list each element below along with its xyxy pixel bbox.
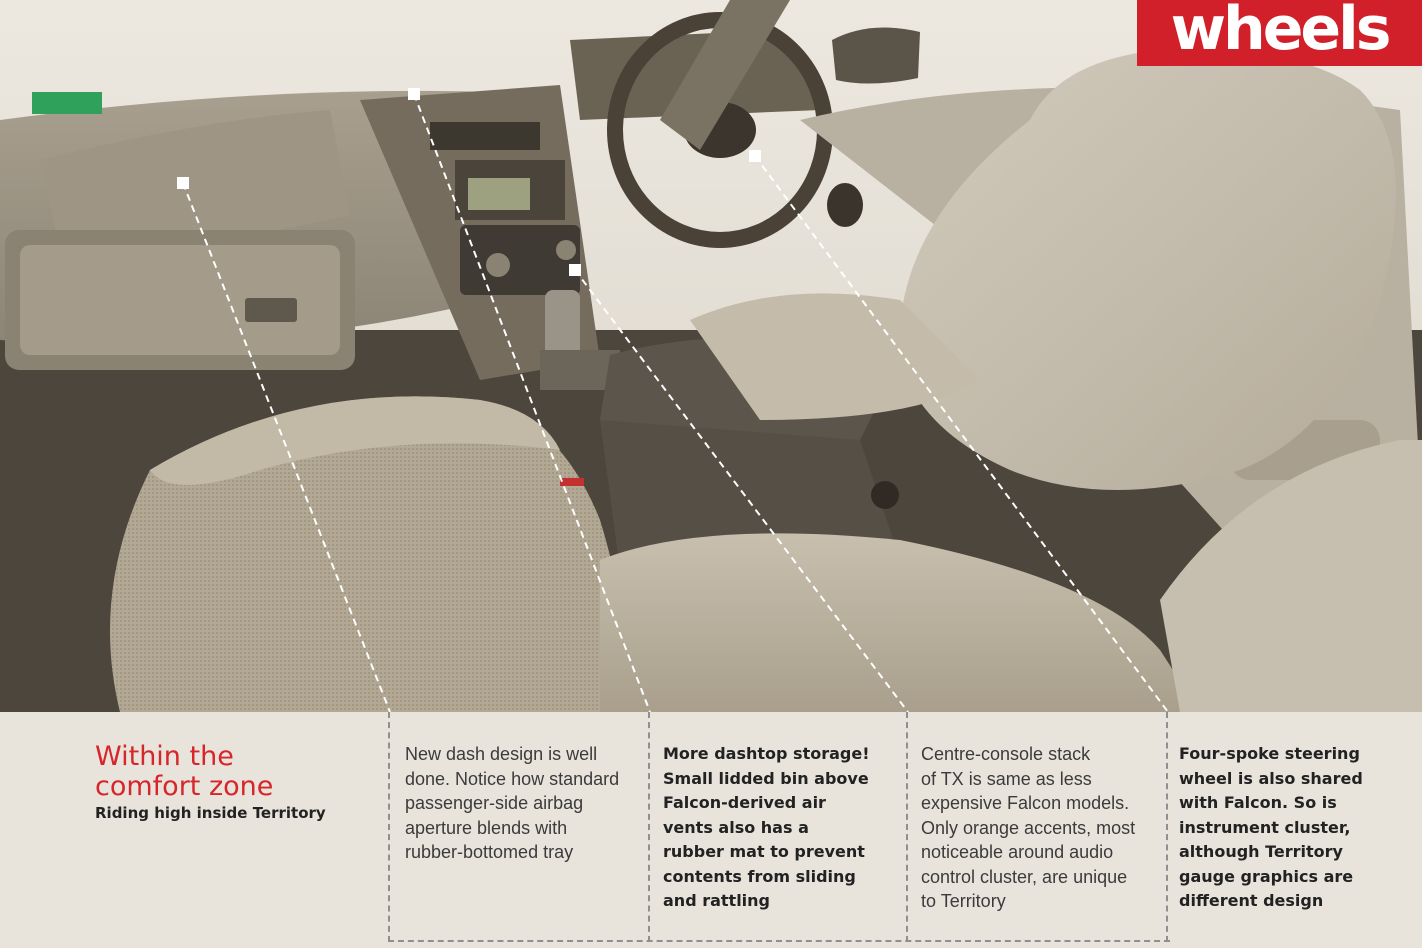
caption-centre-console [921, 742, 1163, 914]
caption-line: More dashtop storage! [663, 744, 870, 763]
caption-line: Four-spoke steering [1179, 744, 1360, 763]
heading-line-2: comfort zone [95, 771, 274, 802]
caption-line: rubber mat to prevent [663, 842, 865, 861]
caption-line: passenger-side airbag [405, 793, 584, 813]
wheels-logo [1137, 0, 1422, 66]
caption-line: expensive Falcon models. [921, 793, 1130, 813]
caption-line: Falcon-derived air [663, 793, 826, 812]
caption-line: instrument cluster, [1179, 817, 1351, 837]
caption-line: Centre-console stack [921, 744, 1091, 764]
caption-steering-wheel [1179, 742, 1419, 914]
caption-line: noticeable around audio [921, 842, 1114, 862]
caption-line: gauge graphics are [1179, 866, 1354, 886]
caption-line: wheel is also shared [1179, 768, 1363, 788]
caption-dashtop-storage [663, 742, 903, 914]
caption-line: done. Notice how standard [405, 768, 620, 789]
heading-line-1: Within the [95, 741, 234, 772]
logo-text: wheels [1170, 0, 1389, 64]
caption-line: contents from sliding [663, 866, 856, 886]
caption-line: with Falcon. So is [1179, 793, 1337, 812]
caption-line: rubber-bottomed tray [405, 842, 574, 862]
caption-line: although Territory [1179, 842, 1343, 861]
caption-line: Small lidded bin above [663, 768, 869, 788]
caption-line: Only orange accents, most [921, 817, 1136, 838]
caption-baseline [388, 940, 1170, 942]
caption-line: and rattling [663, 891, 771, 910]
caption-line: different design [1179, 891, 1324, 910]
caption-divider-4 [1166, 712, 1168, 942]
article-heading [95, 742, 385, 822]
caption-divider-3 [906, 712, 908, 942]
caption-line: vents also has a [663, 817, 809, 837]
caption-line: to Territory [921, 891, 1006, 911]
caption-line: New dash design is well [405, 744, 598, 764]
caption-line: of TX is same as less [921, 768, 1092, 789]
caption-line: aperture blends with [405, 817, 568, 838]
caption-divider-1 [388, 712, 390, 942]
caption-divider-2 [648, 712, 650, 942]
heading-subtitle: Riding high inside Territory [95, 804, 326, 822]
caption-line: control cluster, are unique [921, 866, 1128, 887]
caption-dash-design [405, 742, 645, 865]
